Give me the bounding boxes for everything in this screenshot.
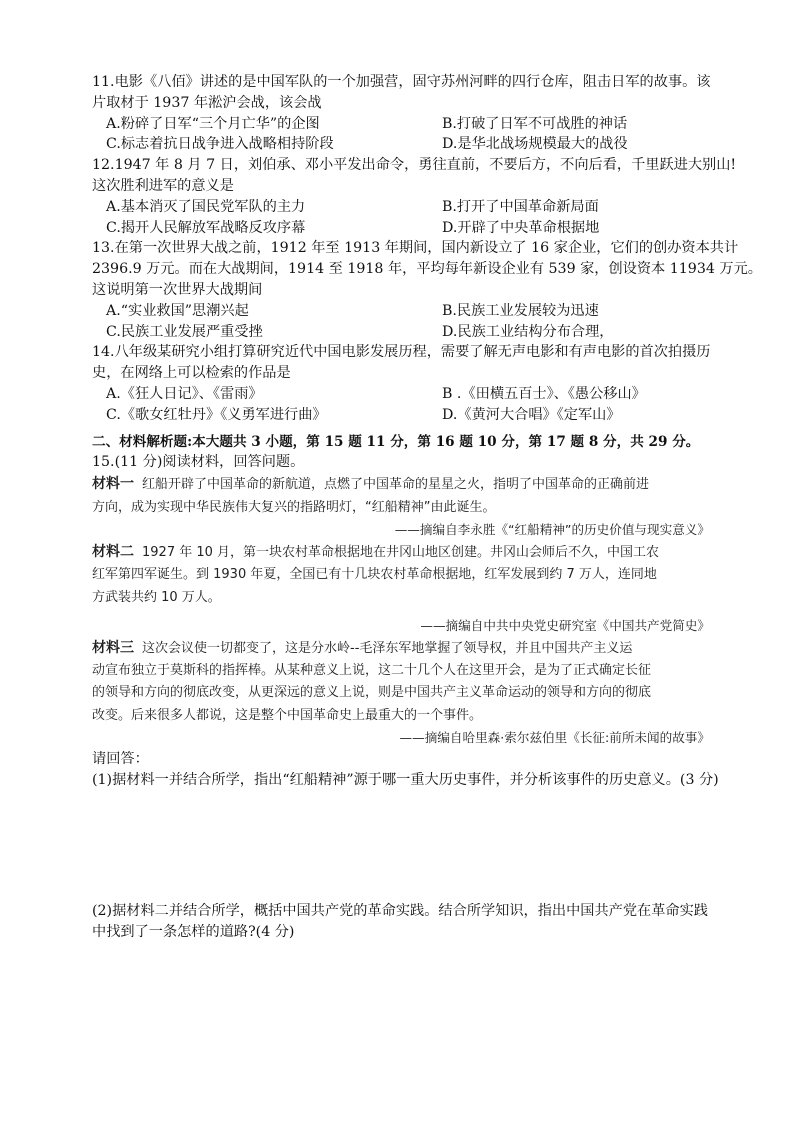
material-source: ——摘编自中共中央党史研究室《中国共产党简史》 <box>420 617 710 633</box>
question-stem: 片取材于 1937 年淞沪会战，该会战 <box>92 94 322 111</box>
option-b: B.打开了中国革命新局面 <box>442 198 599 215</box>
material-text: 的领导和方向的彻底改变，从更深远的意义上说，则是中国共产主义革命运动的领导和方向的彻底 <box>92 685 652 701</box>
option-d: D.民族工业结构分布合理， <box>442 323 614 340</box>
sub-question-2: (2)据材料二并结合所学，概括中国共产党的革命实践。结合所学知识，指出中国共产党在革命实践 <box>92 903 708 920</box>
answer-prompt: 请回答： <box>92 751 149 768</box>
question-stem: 史，在网络上可以检索的作品是 <box>92 365 291 382</box>
question-15 <box>92 452 719 1093</box>
question-stem: 这次胜利进军的意义是 <box>92 177 234 194</box>
material-tag: 材料二 <box>92 543 134 560</box>
material-2 <box>92 541 710 609</box>
material-text: 红军第四军诞生。到 1930 年夏，全国已有十几块农村革命根据地，红军发展到约 7 万人，连同地 <box>92 567 657 583</box>
option-b: B.打破了日军不可战胜的神话 <box>442 115 628 132</box>
question-12 <box>92 155 737 238</box>
material-text: 方向，成为实现中华民族伟大复兴的指路明灯，“红船精神”由此诞生。 <box>92 499 496 515</box>
option-a: A.《狂人日记》、《雷雨》 <box>106 385 263 402</box>
question-stem: 14.八年级某研究小组打算研究近代中国电影发展历程，需要了解无声电影和有声电影的首次拍摄历 <box>92 344 711 361</box>
material-text: 改变。后来很多人都说，这是整个中国革命史上最重大的一个事件。 <box>92 707 483 723</box>
material-text: 1927 年 10 月，第一块农村革命根据地在井冈山地区创建。井冈山会师后不久，中国工农 <box>142 544 660 560</box>
material-source: ——摘编自哈里森·索尔兹伯里《长征:前所未闻的故事》 <box>399 730 710 746</box>
question-stem: 这说明第一次世界大战期间 <box>92 281 263 298</box>
material-text: 这次会议使一切都变了，这是分水岭--毛泽东军地掌握了领导权，并且中国共产主义运 <box>142 640 633 656</box>
option-a: A.“实业救国”思潮兴起 <box>106 302 249 319</box>
option-a: A.基本消灭了国民党军队的主力 <box>106 198 306 215</box>
question-stem: 12.1947 年 8 月 7 日，刘伯承、邓小平发出命令，勇往直前，不要后方，不向后看，千里跃进大别山! <box>92 157 737 174</box>
material-tag: 材料三 <box>92 639 134 656</box>
option-c: C.标志着抗日战争进入战略相持阶段 <box>106 136 334 153</box>
question-stem: 2396.9 万元。而在大战期间，1914 至 1918 年，平均每年新设企业有 539 家，创设资本 11934 万元。 <box>92 261 762 278</box>
option-a: A.粉碎了日军“三个月亡华”的企图 <box>106 115 320 132</box>
material-text: 方武装共约 10 万人。 <box>92 589 221 605</box>
question-13 <box>92 238 762 342</box>
question-stem: 13.在第一次世界大战之前，1912 年至 1913 年期间，国内新设立了 16 家企业，它们的创办资本共计 <box>92 240 739 257</box>
material-3 <box>92 637 710 727</box>
question-14 <box>92 342 710 425</box>
option-b: B.民族工业发展较为迅速 <box>442 302 599 319</box>
option-c: C.民族工业发展严重受挫 <box>106 323 263 340</box>
answer-space[interactable] <box>92 791 710 901</box>
question-stem: 11.电影《八佰》讲述的是中国军队的一个加强营，固守苏州河畔的四行仓库，阻击日军的故事。该 <box>92 74 711 90</box>
option-d: D.开辟了中央革命根据地 <box>442 219 600 236</box>
material-1 <box>92 473 710 519</box>
question-intro: 15.(11 分)阅读材料，回答问题。 <box>92 454 305 471</box>
option-b: B .《田横五百士》、《愚公移山》 <box>442 385 646 402</box>
material-source: ——摘编自李永胜《“红船精神”的历史价值与现实意义》 <box>394 521 710 537</box>
material-text: 动宣布独立于莫斯科的指挥棒。从某种意义上说，这二十几个人在这里开会，是为了正式确定长征 <box>92 663 652 679</box>
answer-space[interactable] <box>92 943 710 1093</box>
option-c: C.揭开人民解放军战略反攻序幕 <box>106 219 306 236</box>
sub-question-1: (1)据材料一并结合所学，指出“红船精神”源于哪一重大历史事件，并分析该事件的历史意义。(3 分) <box>92 772 719 789</box>
option-d: D.《黄河大合唱》《定军山》 <box>442 406 621 423</box>
material-text: 红船开辟了中国革命的新航道，点燃了中国革命的星星之火，指明了中国革命的正确前进 <box>142 477 650 493</box>
question-11 <box>92 72 710 155</box>
option-d: D.是华北战场规模最大的战役 <box>442 136 628 153</box>
option-c: C.《歌女红牡丹》《义勇军进行曲》 <box>106 406 327 423</box>
section-heading: 二、材料解析题:本大题共 3 小题，第 15 题 11 分，第 16 题 10 分，第 17 题 8 分，共 29 分。 <box>92 433 700 450</box>
sub-question-2: 中找到了一条怎样的道路?(4 分) <box>92 924 295 941</box>
exam-page <box>92 72 762 1093</box>
material-tag: 材料一 <box>92 476 134 493</box>
